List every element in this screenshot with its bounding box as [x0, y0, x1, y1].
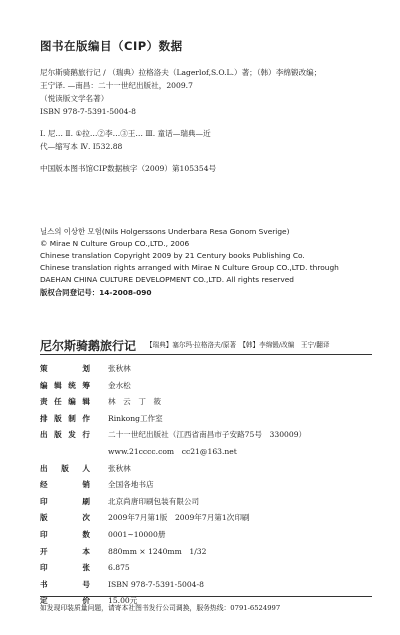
info-label: 出 版 发 行	[40, 430, 90, 440]
info-row	[40, 411, 370, 428]
info-label: 书 号	[40, 579, 90, 589]
info-value: 全国各地书店	[108, 480, 154, 490]
info-row	[40, 378, 370, 395]
info-value: 15.00元	[108, 596, 138, 606]
copyright-line: Chinese translation Copyright 2009 by 21 Century books Publishing Co.	[40, 251, 305, 260]
info-row	[40, 394, 370, 411]
info-value: Rinkong工作室	[108, 413, 163, 423]
info-value: 张秋林	[108, 463, 131, 473]
info-value: ISBN 978-7-5391-5004-8	[108, 579, 204, 589]
info-label: 排 版 制 作	[40, 413, 90, 423]
service-notice: 如发现印装质量问题，请寄本社图书发行公司调换，服务热线：0791-6524997	[40, 604, 281, 612]
info-value: 2009年7月第1版 2009年7月第1次印刷	[108, 513, 250, 523]
info-value: 金水松	[108, 380, 131, 390]
info-label: 印 张	[40, 563, 90, 573]
info-row	[40, 577, 370, 594]
cip-line: 中国版本图书馆CIP数据核字（2009）第105354号	[40, 164, 217, 173]
book-credits: 【瑞典】塞尔玛·拉格洛夫/原著 【韩】李绵锻/改编 王宁/翻译	[146, 341, 330, 349]
info-row	[40, 494, 370, 511]
info-row	[40, 544, 370, 561]
cip-line: Ⅰ. 尼… Ⅱ. ①拉…②李…③王… Ⅲ. 童话—瑞典—近	[40, 129, 211, 138]
copyright-line: 닐스의 이상한 모험(Nils Holgerssons Underbara Resa Gonom Sverige)	[40, 227, 290, 236]
info-value: 0001~10000册	[108, 529, 166, 539]
info-value: 北京尚唐印刷包装有限公司	[108, 496, 200, 506]
info-row	[40, 444, 370, 461]
divider-bottom	[40, 596, 372, 597]
spacer	[40, 153, 375, 162]
contract-number: 版权合同登记号：14-2008-090	[40, 288, 152, 297]
cip-title: 图书在版编目（CIP）数据	[40, 39, 183, 53]
divider-top	[40, 354, 372, 355]
info-label: 责 任 编 辑	[40, 397, 90, 407]
copyright-line: DAEHAN CHINA CULTURE DEVELOPMENT CO.,LTD. All rights reserved	[40, 275, 294, 284]
cip-line: 尼尔斯骑鹅旅行记 / （瑞典）拉格洛夫（Lagerlof,S.O.L.）著；（韩）李绵锻改编；	[40, 68, 322, 77]
copyright-block	[40, 226, 385, 299]
info-value: www.21cccc.com cc21@163.net	[108, 446, 237, 456]
cip-line: ISBN 978-7-5391-5004-8	[40, 107, 136, 116]
cip-line: （悦读版文学名著）	[40, 94, 109, 103]
info-label: 策 划	[40, 364, 90, 373]
cip-block	[40, 66, 375, 175]
info-row	[40, 477, 370, 494]
info-label	[40, 444, 90, 461]
info-row	[40, 361, 370, 378]
info-label: 印 刷	[40, 496, 90, 506]
spacer	[40, 118, 375, 127]
info-label: 印 数	[40, 529, 90, 539]
info-row	[40, 560, 370, 577]
copyright-line: © Mirae N Culture Group CO.,LTD., 2006	[40, 239, 190, 248]
info-value: 880mm × 1240mm 1/32	[108, 546, 207, 556]
info-value: 张秋林	[108, 364, 131, 373]
info-value: 林 云 丁 筱	[108, 397, 162, 407]
info-row	[40, 527, 370, 544]
info-row	[40, 427, 370, 444]
info-value: 二十一世纪出版社（江西省南昌市子安路75号 330009）	[108, 430, 307, 440]
publication-info	[40, 361, 370, 610]
info-label: 经 销	[40, 480, 90, 490]
info-value: 6.875	[108, 563, 130, 573]
book-title: 尼尔斯骑鹅旅行记	[40, 339, 137, 353]
info-label: 定 价	[40, 596, 90, 606]
info-label: 开 本	[40, 546, 90, 556]
info-label: 编 辑 统 筹	[40, 380, 90, 390]
info-row	[40, 510, 370, 527]
cip-line: 代—缩写本 Ⅳ. I532.88	[40, 142, 123, 151]
cip-line: 王宁译. —南昌：二十一世纪出版社，2009.7	[40, 81, 193, 90]
info-label: 出 版 人	[40, 463, 90, 473]
info-label: 版 次	[40, 513, 90, 523]
copyright-line: Chinese translation rights arranged with Mirae N Culture Group CO.,LTD. through	[40, 263, 339, 272]
info-row	[40, 461, 370, 478]
